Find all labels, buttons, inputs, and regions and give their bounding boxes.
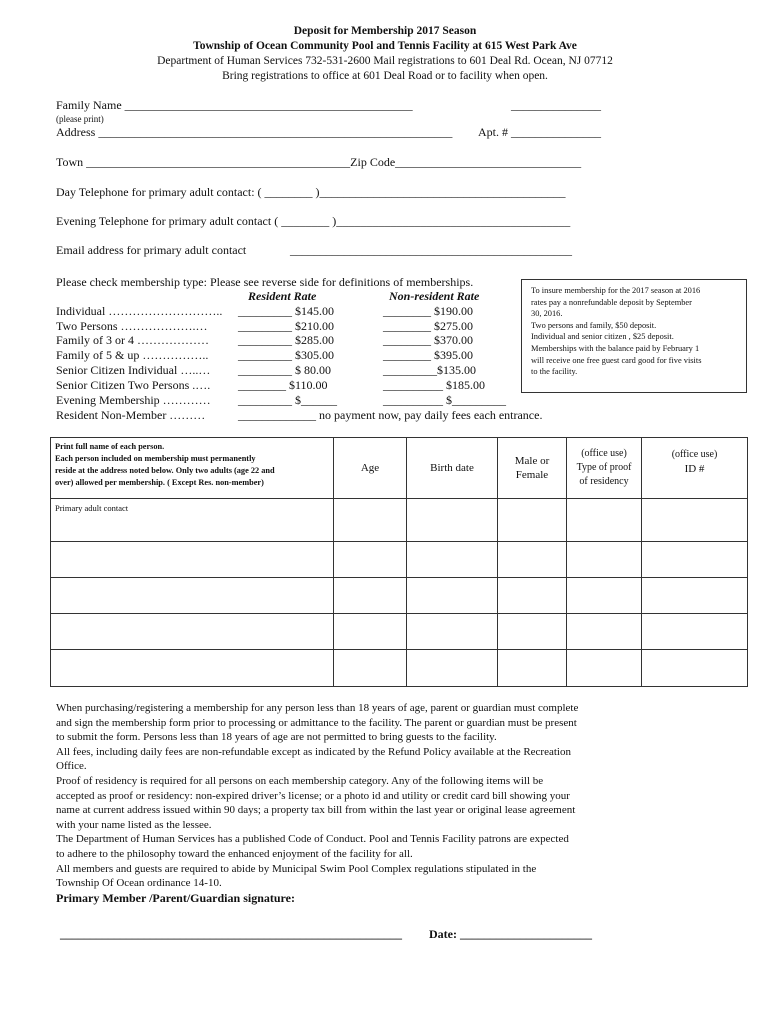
terms-line: When purchasing/registering a membership for any person less than 18 years of age, parent or guardian must complete [56, 702, 579, 714]
resident-rate-individual[interactable]: _________ $145.00 [238, 304, 334, 318]
terms-line: The Department of Human Services has a published Code of Conduct. Pool and Tennis Facility patrons are expected [56, 833, 569, 846]
membership-label-individual: Individual ……………………….. [56, 304, 223, 318]
proof-column-header [567, 438, 642, 499]
resident-rate-senior-two[interactable]: ________ $110.00 [238, 378, 328, 392]
date-field[interactable]: Date: ______________________ [429, 927, 592, 941]
table-header-row [51, 438, 748, 499]
office-use-label: (office use) [581, 448, 627, 459]
gender-cell[interactable] [498, 650, 567, 687]
terms-paragraph [56, 701, 721, 905]
id-cell [642, 650, 748, 687]
proof-cell [567, 499, 642, 542]
male-or-label: Male or [514, 455, 550, 467]
terms-line: All fees, including daily fees are non-refundable except as indicated by the Refund Policy available at the Recreation [56, 745, 571, 758]
membership-label-family-5-up: Family of 5 & up …………….. [56, 348, 209, 362]
name-cell[interactable] [51, 650, 334, 687]
resident-rate-family-3-4[interactable]: _________ $285.00 [238, 333, 334, 347]
age-cell[interactable] [334, 650, 407, 687]
membership-label-senior-two: Senior Citizen Two Persons .…. [56, 378, 211, 392]
name-header-line: reside at the address noted below. Only two adults (age 22 and [55, 466, 275, 475]
day-phone-field[interactable]: Day Telephone for primary adult contact: ( ________ )_________________________________________ [56, 185, 566, 199]
birth-date-cell[interactable] [407, 542, 498, 578]
address-field[interactable]: Address ___________________________________________________________ [56, 125, 453, 139]
resident-rate-two-persons[interactable]: _________ $210.00 [238, 319, 334, 333]
form-title: Deposit for Membership 2017 Season [293, 25, 477, 37]
id-cell [642, 542, 748, 578]
gender-cell[interactable] [498, 542, 567, 578]
gender-cell[interactable] [498, 499, 567, 542]
birth-date-cell[interactable] [407, 650, 498, 687]
info-line: rates pay a nonrefundable deposit by September [531, 297, 692, 307]
name-header-line: Each person included on membership must permanently [55, 454, 256, 463]
membership-label-two-persons: Two Persons ……………….… [56, 319, 208, 333]
registration-line: Bring registrations to office at 601 Deal Road or to facility when open. [222, 70, 548, 82]
birth-date-cell[interactable] [407, 614, 498, 650]
info-line: will receive one free guest card good for five visits [531, 355, 702, 365]
deposit-info-box [521, 279, 747, 393]
info-line: Memberships with the balance paid by February 1 [531, 343, 700, 353]
of-residency-label: of residency [579, 476, 629, 487]
evening-phone-field[interactable]: Evening Telephone for primary adult contact ( ________ )_______________________________________ [56, 214, 571, 228]
age-column-header: Age [334, 438, 407, 499]
terms-line: to adhere to the philosophy toward the enhanced enjoyment of the facility for all. [56, 847, 413, 860]
membership-label-family-3-4: Family of 3 or 4 ……………… [56, 333, 209, 347]
id-cell [642, 499, 748, 542]
resident-rate-senior-individual[interactable]: _________ $ 80.00 [238, 363, 331, 377]
terms-line: All members and guests are required to abide by Municipal Swim Pool Complex regulations stipulated in the [56, 862, 537, 875]
name-column-header [51, 438, 334, 499]
nonresident-rate-family-5-up[interactable]: ________ $395.00 [383, 348, 473, 362]
id-cell [642, 578, 748, 614]
nonresident-rate-evening[interactable]: __________ $_________ [383, 393, 506, 407]
resident-non-member-field[interactable]: _____________ no payment now, pay daily fees each entrance. [238, 408, 543, 422]
family-name-field[interactable]: Family Name ________________________________________________ [56, 98, 413, 112]
facility-title: Township of Ocean Community Pool and Tennis Facility at 615 West Park Ave [193, 40, 577, 52]
age-cell[interactable] [334, 614, 407, 650]
office-use-label: (office use) [671, 449, 718, 460]
table-row[interactable] [51, 650, 748, 687]
email-label: Email address for primary adult contact [56, 243, 247, 257]
proof-cell [567, 578, 642, 614]
age-cell[interactable] [334, 499, 407, 542]
proof-cell [567, 614, 642, 650]
age-cell[interactable] [334, 542, 407, 578]
nonresident-rate-header: Non-resident Rate [389, 289, 480, 303]
birth-date-cell[interactable] [407, 499, 498, 542]
signature-line[interactable]: _________________________________________________________ [60, 927, 402, 941]
nonresident-rate-two-persons[interactable]: ________ $275.00 [383, 319, 473, 333]
table-row[interactable] [51, 542, 748, 578]
age-cell[interactable] [334, 578, 407, 614]
resident-rate-header: Resident Rate [248, 289, 317, 303]
membership-label-evening: Evening Membership ………… [56, 393, 211, 407]
table-row[interactable] [51, 578, 748, 614]
membership-label-senior-individual: Senior Citizen Individual …..… [56, 363, 211, 377]
town-zip-field[interactable]: Town ____________________________________________Zip Code_______________________________ [56, 155, 582, 169]
nonresident-rate-family-3-4[interactable]: ________ $370.00 [383, 333, 473, 347]
terms-line: Township Of Ocean ordinance 14-10. [56, 877, 222, 890]
name-cell[interactable] [51, 542, 334, 578]
name-header-line: Print full name of each person. [55, 442, 165, 451]
nonresident-rate-individual[interactable]: ________ $190.00 [383, 304, 473, 318]
gender-column-header [498, 438, 567, 499]
birth-date-column-header: Birth date [407, 438, 498, 499]
proof-cell [567, 542, 642, 578]
id-label: ID # [684, 463, 705, 475]
name-cell[interactable] [51, 578, 334, 614]
info-line: Two persons and family, $50 deposit. [531, 320, 657, 330]
terms-line: Proof of residency is required for all persons on each membership category. Any of the following items will be [56, 774, 544, 787]
proof-cell [567, 650, 642, 687]
terms-line: Office. [56, 760, 87, 773]
email-field[interactable]: _______________________________________________ [290, 243, 572, 257]
id-cell [642, 614, 748, 650]
resident-rate-evening[interactable]: _________ $______ [238, 393, 337, 407]
please-print-note: (please print) [56, 114, 104, 124]
members-table [50, 437, 748, 687]
terms-line: and sign the membership form prior to processing or admittance to the facility. The parent or guardian must be present [56, 716, 577, 729]
nonresident-rate-senior-individual[interactable]: _________$135.00 [383, 363, 476, 377]
type-of-proof-label: Type of proof [576, 462, 632, 473]
table-row[interactable] [51, 614, 748, 650]
table-row[interactable] [51, 499, 748, 542]
birth-date-cell[interactable] [407, 578, 498, 614]
apt-field[interactable]: Apt. # _______________ [478, 125, 601, 139]
info-line: to the facility. [531, 367, 578, 377]
primary-adult-name-cell[interactable]: Primary adult contact [51, 499, 334, 542]
resident-rate-family-5-up[interactable]: _________ $305.00 [238, 348, 334, 362]
id-column-header [642, 438, 748, 499]
gender-cell[interactable] [498, 614, 567, 650]
department-line: Department of Human Services 732-531-2600 Mail registrations to 601 Deal Rd. Ocean, NJ 07712 [157, 55, 613, 67]
family-name-extra-field[interactable]: _______________ [511, 98, 601, 112]
membership-label-resident-non-member: Resident Non-Member ……… [56, 408, 206, 422]
info-line: Individual and senior citizen , $25 deposit. [531, 332, 674, 342]
membership-intro: Please check membership type: Please see reverse side for definitions of memberships. [56, 275, 474, 289]
terms-line: name at current address issued within 90 days; a property tax bill from within the last year or original lease agreement [56, 804, 576, 817]
terms-line: accepted as proof or residency: non-expired driver’s license; or a photo id and utility or credit card bill showing your [56, 789, 570, 802]
nonresident-rate-senior-two[interactable]: __________ $185.00 [383, 378, 485, 392]
gender-cell[interactable] [498, 578, 567, 614]
info-line: To insure membership for the 2017 season at 2016 [531, 286, 701, 295]
name-cell[interactable] [51, 614, 334, 650]
signature-label: Primary Member /Parent/Guardian signature: [56, 890, 295, 905]
info-line: 30, 2016. [531, 309, 563, 319]
terms-line: with your name listed as the lessee. [56, 818, 212, 831]
female-label: Female [515, 469, 549, 481]
terms-line: to submit the form. Persons less than 18 years of age are not permitted to bring guests to the facility. [56, 731, 497, 744]
name-header-line: over) allowed per membership. ( Except Res. non-member) [55, 478, 264, 487]
